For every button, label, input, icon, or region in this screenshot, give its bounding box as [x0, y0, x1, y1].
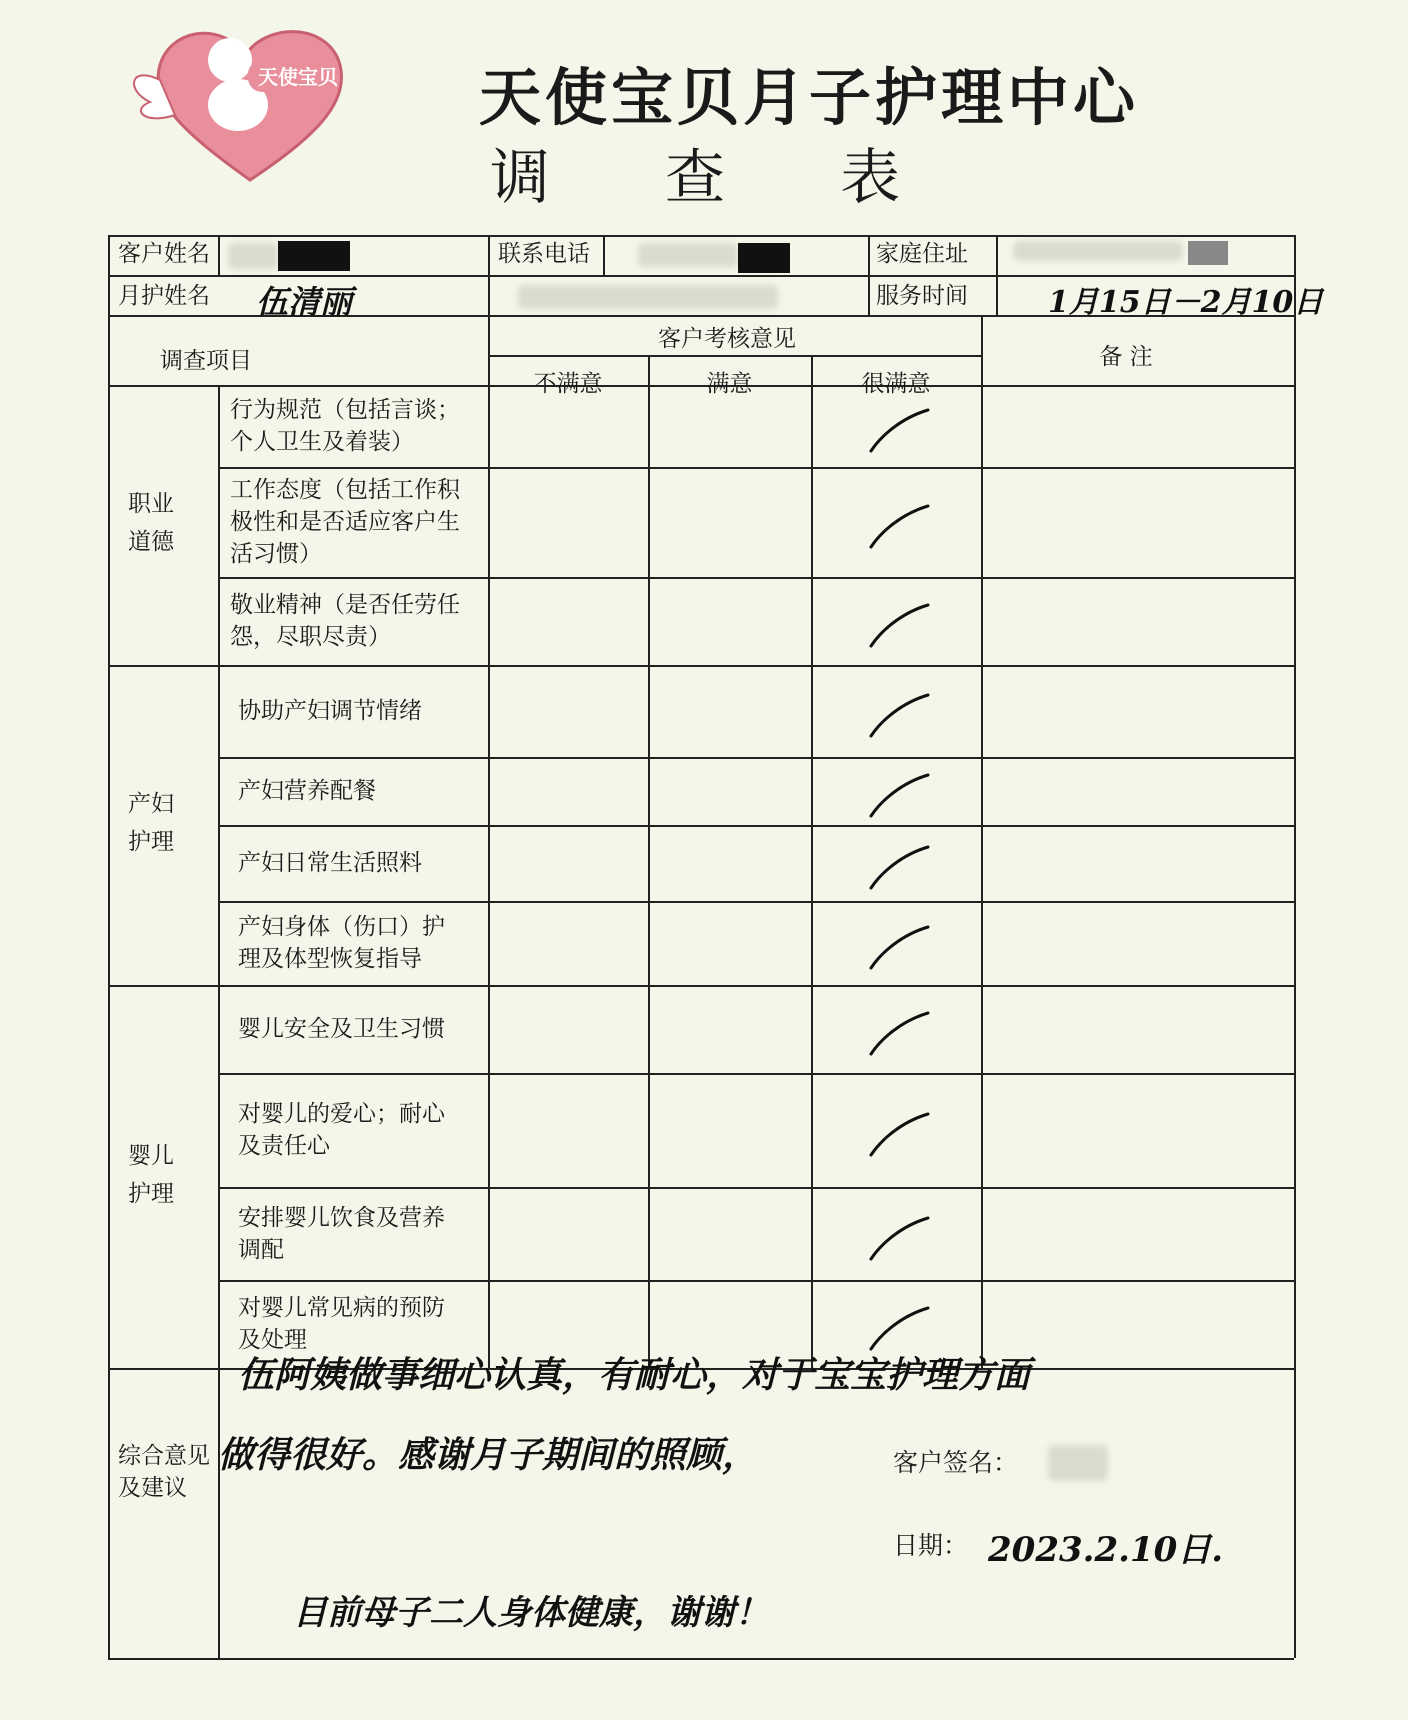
date-handwritten: 2023.2.10日. — [988, 1530, 1224, 1570]
customer-name-label: 客户姓名 — [118, 241, 210, 267]
caregiver-name-handwritten: 伍清丽 — [256, 283, 353, 321]
grid-line — [868, 235, 870, 315]
survey-item-label: 协助产妇调节情绪 — [238, 698, 422, 724]
survey-item-header: 调查项目 — [160, 348, 252, 374]
survey-item-label: 工作态度（包括工作积极性和是否适应客户生活习惯） — [230, 477, 460, 567]
group-label: 婴儿护理 — [128, 1142, 174, 1207]
address-label: 家庭住址 — [876, 241, 968, 267]
grid-line — [648, 385, 650, 1368]
date-label: 日期： — [893, 1531, 969, 1560]
grid-line — [218, 757, 1294, 759]
grid-line — [488, 385, 490, 1368]
redacted-name-blur — [228, 243, 278, 269]
check-mark — [866, 691, 936, 741]
grid-line — [108, 235, 110, 1658]
grid-line — [488, 235, 490, 315]
grid-line — [108, 1658, 1294, 1660]
survey-item-label: 行为规范（包括言谈；个人卫生及着装） — [230, 397, 460, 455]
survey-item-label: 对婴儿的爱心；耐心及责任心 — [238, 1101, 445, 1159]
opinion-header: 客户考核意见 — [658, 326, 796, 352]
grid-line — [218, 577, 1294, 579]
check-mark — [866, 406, 936, 456]
redacted-phone-blur — [638, 243, 738, 267]
survey-item-label: 产妇营养配餐 — [238, 778, 376, 804]
check-mark — [866, 601, 936, 651]
col-unsatisfied: 不满意 — [533, 371, 603, 397]
grid-line — [218, 1368, 220, 1658]
grid-line — [218, 385, 220, 1368]
grid-line — [218, 901, 1294, 903]
grid-line — [108, 985, 1294, 987]
survey-item-label: 产妇身体（伤口）护理及体型恢复指导 — [238, 914, 445, 972]
comments-line-1: 伍阿姨做事细心认真，有耐心，对于宝宝护理方面 — [238, 1354, 1031, 1396]
service-time-label: 服务时间 — [876, 283, 968, 309]
document-subtitle: 调 查 表 — [489, 143, 949, 213]
logo-text: 天使宝贝 — [258, 65, 338, 89]
grid-line — [218, 467, 1294, 469]
comments-line-2: 做得很好。感谢月子期间的照顾， — [218, 1434, 759, 1476]
remark-header: 备 注 — [1099, 344, 1153, 370]
comments-line-3: 目前母子二人身体健康，谢谢！ — [293, 1593, 769, 1633]
grid-line — [981, 385, 983, 1368]
check-mark — [866, 771, 936, 821]
check-mark — [866, 1214, 936, 1264]
col-very-satisfied: 很满意 — [861, 371, 931, 397]
survey-form — [108, 235, 1324, 1658]
check-mark — [866, 1009, 936, 1059]
check-mark — [866, 1110, 936, 1160]
grid-line — [603, 235, 605, 275]
group-label: 产妇护理 — [128, 791, 174, 855]
check-mark — [866, 502, 936, 552]
check-mark — [866, 843, 936, 893]
signature-label: 客户签名： — [893, 1448, 1019, 1477]
caregiver-label: 月护姓名 — [118, 283, 210, 309]
redacted-field-blur — [518, 285, 778, 309]
grid-line — [218, 1073, 1294, 1075]
redacted-signature — [1048, 1445, 1108, 1481]
comments-label: 综合意见及建议 — [118, 1443, 210, 1501]
redacted-address — [1188, 241, 1228, 265]
survey-item-label: 敬业精神（是否任劳任怨，尽职尽责） — [230, 592, 460, 650]
group-label: 职业道德 — [128, 491, 174, 555]
survey-item-label: 婴儿安全及卫生习惯 — [238, 1016, 445, 1042]
survey-item-label: 产妇日常生活照料 — [238, 850, 422, 876]
col-satisfied: 满意 — [706, 371, 753, 397]
redacted-address-blur — [1013, 241, 1183, 261]
grid-line — [1294, 235, 1296, 1658]
grid-line — [996, 235, 998, 315]
survey-item-label: 安排婴儿饮食及营养调配 — [238, 1204, 445, 1263]
redacted-name — [278, 241, 350, 271]
grid-line — [218, 825, 1294, 827]
check-mark — [866, 923, 936, 973]
phone-label: 联系电话 — [498, 241, 590, 267]
document-title: 天使宝贝月子护理中心 — [478, 61, 1139, 134]
grid-line — [218, 235, 220, 275]
grid-line — [811, 385, 813, 1368]
grid-line — [108, 665, 1294, 667]
grid-line — [218, 1187, 1294, 1189]
grid-line — [488, 355, 981, 357]
service-time-handwritten: 1月15日－2月10日 — [1048, 285, 1324, 320]
grid-line — [218, 1280, 1294, 1282]
survey-item-label: 对婴儿常见病的预防及处理 — [238, 1295, 445, 1353]
redacted-phone — [738, 243, 790, 273]
grid-line — [108, 235, 1294, 237]
